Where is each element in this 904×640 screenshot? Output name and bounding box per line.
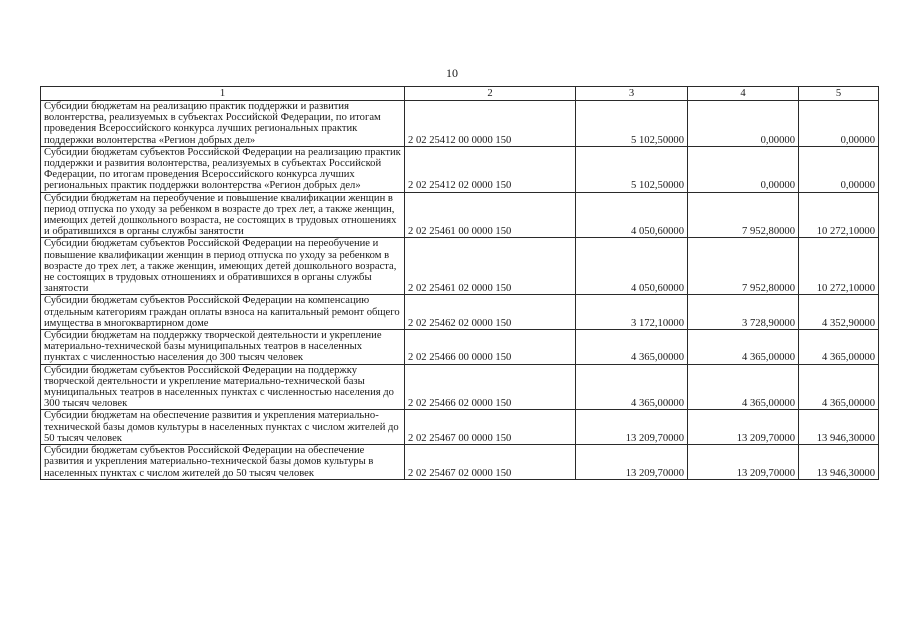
table-row	[41, 295, 879, 330]
table-row	[41, 364, 879, 410]
row-value-4: 13 209,70000	[688, 410, 799, 445]
row-value-3: 13 209,70000	[576, 445, 688, 480]
column-header-5: 5	[799, 87, 879, 101]
row-value-5: 0,00000	[799, 101, 879, 147]
page-number: 10	[446, 66, 458, 80]
row-value-5: 10 272,10000	[799, 192, 879, 238]
row-name: Субсидии бюджетам субъектов Российской Федерации на поддержку творческой деятельности и укрепление материально-технической базы муниципальных театров в населенных пунктах с численностью населения до 300 тысяч человек	[41, 364, 405, 410]
row-value-4: 7 952,80000	[688, 238, 799, 295]
column-header-2: 2	[405, 87, 576, 101]
row-name: Субсидии бюджетам субъектов Российской Федерации на компенсацию отдельным категориям граждан оплаты взноса на капитальный ремонт общего имущества в многоквартирном доме	[41, 295, 405, 330]
row-value-4: 0,00000	[688, 101, 799, 147]
row-value-5: 4 365,00000	[799, 330, 879, 365]
row-code: 2 02 25412 00 0000 150	[405, 101, 576, 147]
table-row	[41, 330, 879, 365]
row-name: Субсидии бюджетам субъектов Российской Федерации на обеспечение развития и укрепления материально-технической базы домов культуры в населенных пунктах с числом жителей до 50 тысяч человек	[41, 445, 405, 480]
row-name: Субсидии бюджетам субъектов Российской Федерации на переобучение и повышение квалификации женщин в период отпуска по уходу за ребенком в возрасте до трех лет, а также женщин, имеющих детей дошкольного возраста, не состоящих в трудовых отношениях и обратившихся в органы службы занятости	[41, 238, 405, 295]
row-value-3: 4 365,00000	[576, 364, 688, 410]
column-header-3: 3	[576, 87, 688, 101]
row-name: Субсидии бюджетам на реализацию практик поддержки и развития волонтерства, реализуемых в субъектах Российской Федерации, по итогам проведения Всероссийского конкурса лучших региональных практик поддержки волонтерства «Регион добрых дел»	[41, 101, 405, 147]
table-row	[41, 238, 879, 295]
row-code: 2 02 25466 00 0000 150	[405, 330, 576, 365]
row-value-3: 5 102,50000	[576, 146, 688, 192]
row-value-5: 13 946,30000	[799, 445, 879, 480]
row-code: 2 02 25466 02 0000 150	[405, 364, 576, 410]
row-name: Субсидии бюджетам на обеспечение развития и укрепления материально-технической базы домов культуры в населенных пунктах с числом жителей до 50 тысяч человек	[41, 410, 405, 445]
row-value-4: 4 365,00000	[688, 330, 799, 365]
table-row	[41, 192, 879, 238]
row-value-5: 10 272,10000	[799, 238, 879, 295]
row-value-3: 4 365,00000	[576, 330, 688, 365]
row-value-5: 13 946,30000	[799, 410, 879, 445]
row-name: Субсидии бюджетам субъектов Российской Федерации на реализацию практик поддержки и развития волонтерства, реализуемых в субъектах Российской Федерации, по итогам проведения Всероссийского конкурса лучших региональных практик поддержки волонтерства «Регион добрых дел»	[41, 146, 405, 192]
row-name: Субсидии бюджетам на поддержку творческой деятельности и укрепление материально-технической базы муниципальных театров в населенных пунктах с численностью населения до 300 тысяч человек	[41, 330, 405, 365]
column-header-1: 1	[41, 87, 405, 101]
row-code: 2 02 25462 02 0000 150	[405, 295, 576, 330]
budget-table	[40, 86, 879, 480]
row-value-3: 4 050,60000	[576, 238, 688, 295]
table-header-row	[41, 87, 879, 101]
table-row	[41, 445, 879, 480]
row-value-4: 3 728,90000	[688, 295, 799, 330]
table-row	[41, 410, 879, 445]
row-code: 2 02 25467 00 0000 150	[405, 410, 576, 445]
row-value-3: 3 172,10000	[576, 295, 688, 330]
table-row	[41, 146, 879, 192]
row-code: 2 02 25461 00 0000 150	[405, 192, 576, 238]
row-name: Субсидии бюджетам на переобучение и повышение квалификации женщин в период отпуска по уходу за ребенком в возрасте до трех лет, а также женщин, имеющих детей дошкольного возраста, не состоящих в трудовых отношениях и обратившихся в органы службы занятости	[41, 192, 405, 238]
row-value-3: 13 209,70000	[576, 410, 688, 445]
row-code: 2 02 25412 02 0000 150	[405, 146, 576, 192]
table-row	[41, 101, 879, 147]
row-value-5: 0,00000	[799, 146, 879, 192]
row-code: 2 02 25461 02 0000 150	[405, 238, 576, 295]
row-value-3: 5 102,50000	[576, 101, 688, 147]
row-value-4: 4 365,00000	[688, 364, 799, 410]
row-value-4: 13 209,70000	[688, 445, 799, 480]
column-header-4: 4	[688, 87, 799, 101]
row-code: 2 02 25467 02 0000 150	[405, 445, 576, 480]
row-value-3: 4 050,60000	[576, 192, 688, 238]
row-value-5: 4 365,00000	[799, 364, 879, 410]
row-value-4: 7 952,80000	[688, 192, 799, 238]
row-value-5: 4 352,90000	[799, 295, 879, 330]
row-value-4: 0,00000	[688, 146, 799, 192]
